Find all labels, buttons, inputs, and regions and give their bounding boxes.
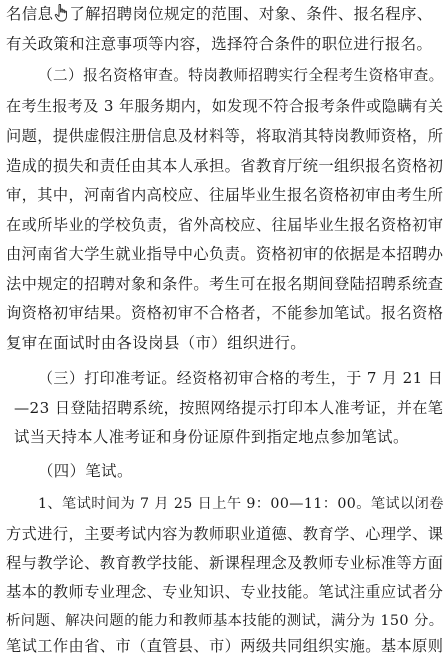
text-line-2: 有关政策和注意事项等内容，选择符合条件的职位进行报名。 <box>6 35 433 53</box>
text-line-7: 审，其中，河南省内高校应、往届毕业生报名资格初审由考生所 <box>6 186 444 204</box>
text-line-8: 在或所毕业的学校负责，省外高校应、往届毕业生报名资格初审 <box>6 216 444 234</box>
text-line-3: （二）报名资格审查。特岗教师招聘实行全程考生资格审查。 <box>38 67 444 84</box>
text-segment: 了解招聘岗位规定的范围、对象、条件、报名程序、 <box>69 5 433 23</box>
text-line-14: —23 日登陆招聘系统，按照网络提示打印本人准考证，并在笔 <box>14 399 444 417</box>
text-line-20: 基本的教师专业理念、专业知识、专业技能。笔试注重应试者分 <box>6 583 444 601</box>
text-line-19: 程与教学论、教育教学技能、新课程理念及教师专业标准等方面 <box>6 554 444 572</box>
text-line-13: （三）打印准考证。经资格初审合格的考生，于 7 月 21 日 <box>38 369 444 387</box>
text-line-21: 析问题、解决问题的能力和教师基本技能的测试，满分为 150 分。 <box>6 613 444 629</box>
text-line-4: 在考生报考及 3 年服务期内，如发现不符合报考条件或隐瞒有关 <box>6 97 444 115</box>
text-line-12: 复审在面试时由各设岗县（市）组织进行。 <box>6 334 307 352</box>
text-line-15: 试当天持本人准考证和身份证原件到指定地点参加笔试。 <box>14 428 409 446</box>
text-line-9: 由河南省大学生就业指导中心负责。资格初审的依据是本招聘办 <box>6 245 444 263</box>
text-line-5: 问题，提供虚假注册信息及材料等，将取消其特岗教师资格，所 <box>6 127 444 145</box>
text-line-16: （四）笔试。 <box>38 462 133 480</box>
text-line-10: 法中规定的招聘对象和条件。考生可在报名期间登陆招聘系统查 <box>6 275 444 293</box>
text-line-1 <box>6 0 433 28</box>
text-segment: 名信息 <box>6 5 54 23</box>
hand-cursor-icon <box>54 8 68 26</box>
text-line-17: 1、笔试时间为 7 月 25 日上午 9：00—11：00。笔试以闭卷 <box>38 496 444 512</box>
text-line-11: 询资格初审结果。资格初审不合格者，不能参加笔试。报名资格 <box>6 304 444 322</box>
text-line-6: 造成的损失和责任由其本人承担。省教育厅统一组织报名资格初 <box>6 157 444 175</box>
text-line-18: 方式进行，主要考试内容为教师职业道德、教育学、心理学、课 <box>6 525 444 543</box>
text-line-22: 笔试工作由省、市（直管县、市）两级共同组织实施。基本原则 <box>6 637 444 655</box>
